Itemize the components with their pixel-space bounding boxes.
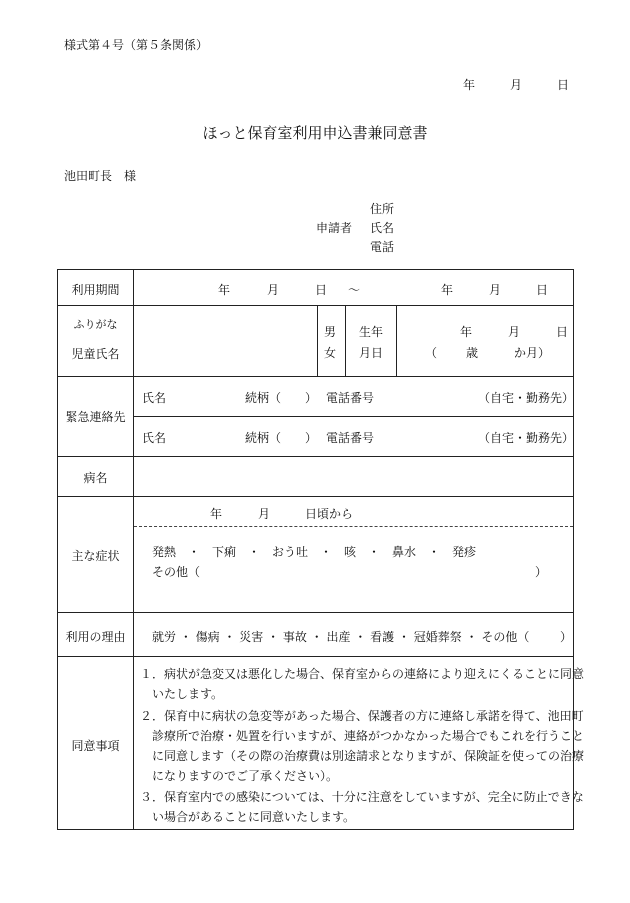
consent-item-2-line-2: 診療所で治療・処置を行いますが、連絡がつかなかった場合でもこれを行うこと (152, 729, 585, 743)
disease-label: 病名 (83, 471, 108, 485)
period-label: 利用期間 (71, 283, 120, 297)
consent-item-1-line-2: いたします。 (152, 687, 224, 701)
applicant-phone-label: 電話 (370, 240, 395, 254)
birth-year: 年 (460, 325, 473, 339)
date-month-label: 月 (510, 78, 523, 92)
birth-month: 月 (508, 325, 521, 339)
age-months: か月） (514, 346, 551, 360)
emergency-1-name-label: 氏名 (142, 391, 167, 405)
symptoms-since-month: 月 (258, 507, 271, 521)
child-name-label: 児童氏名 (71, 347, 120, 361)
emergency-1-phone-label: 電話番号 (326, 391, 375, 405)
symptoms-label: 主な症状 (71, 549, 120, 563)
period-start-day: 日 (315, 283, 328, 297)
furigana-label: ふりがな (73, 318, 118, 331)
period-end-year: 年 (441, 283, 454, 297)
consent-label: 同意事項 (71, 739, 120, 753)
symptoms-other-label: その他（ (152, 565, 201, 579)
page-title: ほっと保育室利用申込書兼同意書 (202, 124, 428, 142)
applicant-name-label: 氏名 (370, 221, 395, 235)
reason-list: 就労 ・ 傷病 ・ 災害 ・ 事故 ・ 出産 ・ 看護 ・ 冠婚葬祭 ・ その他（ (152, 630, 530, 644)
emergency-2-phone-label: 電話番号 (326, 431, 375, 445)
emergency-label: 緊急連絡先 (65, 410, 126, 424)
birth-label-2: 月日 (359, 346, 384, 360)
emergency-1-phone-type: （自宅・勤務先） (478, 391, 575, 405)
emergency-1-relation-label: 続柄（ ） (245, 391, 318, 405)
form-number: 様式第４号（第５条関係） (64, 38, 209, 52)
date-day-label: 日 (557, 78, 570, 92)
applicant-label: 申請者 (316, 221, 353, 235)
age-open: （ (425, 346, 438, 360)
emergency-2-name-label: 氏名 (142, 431, 167, 445)
birth-day: 日 (556, 325, 569, 339)
applicant-address-label: 住所 (370, 202, 395, 216)
consent-item-3-line-2: い場合があることに同意いたします。 (152, 810, 356, 824)
period-start-month: 月 (267, 283, 280, 297)
symptoms-since-year: 年 (210, 507, 223, 521)
emergency-2-phone-type: （自宅・勤務先） (478, 431, 575, 445)
consent-item-1-line-1: １．病状が急変又は悪化した場合、保育室からの連絡により迎えにくることに同意 (140, 667, 585, 681)
period-end-day: 日 (536, 283, 549, 297)
consent-item-2-line-1: ２．保育中に病状の急変等があった場合、保護者の方に連絡し承諾を得て、池田町 (140, 709, 584, 723)
period-start-year: 年 (218, 283, 231, 297)
consent-item-3-line-1: ３．保育室内での感染については、十分に注意をしていますが、完全に防止できな (140, 790, 584, 804)
symptoms-list: 発熱 ・ 下痢 ・ おう吐 ・ 咳 ・ 鼻水 ・ 発疹 (152, 545, 477, 559)
age-years: 歳 (466, 346, 479, 360)
symptoms-since-day: 日頃から (305, 507, 354, 521)
date-year-label: 年 (463, 78, 476, 92)
reason-other-close: ） (560, 630, 573, 644)
sex-female-label: 女 (324, 346, 337, 360)
period-end-month: 月 (489, 283, 502, 297)
symptoms-other-close: ） (535, 565, 548, 579)
emergency-2-relation-label: 続柄（ ） (245, 431, 318, 445)
sex-male-label: 男 (324, 325, 337, 339)
birth-label-1: 生年 (359, 325, 384, 339)
reason-label: 利用の理由 (65, 630, 126, 644)
consent-item-2-line-3: に同意します（その際の治療費は別途請求となりますが、保険証を使っての治療 (152, 749, 585, 763)
recipient: 池田町長 様 (64, 169, 137, 183)
period-tilde: 〜 (348, 283, 361, 297)
consent-item-2-line-4: になりますのでご了承ください）。 (152, 769, 339, 783)
